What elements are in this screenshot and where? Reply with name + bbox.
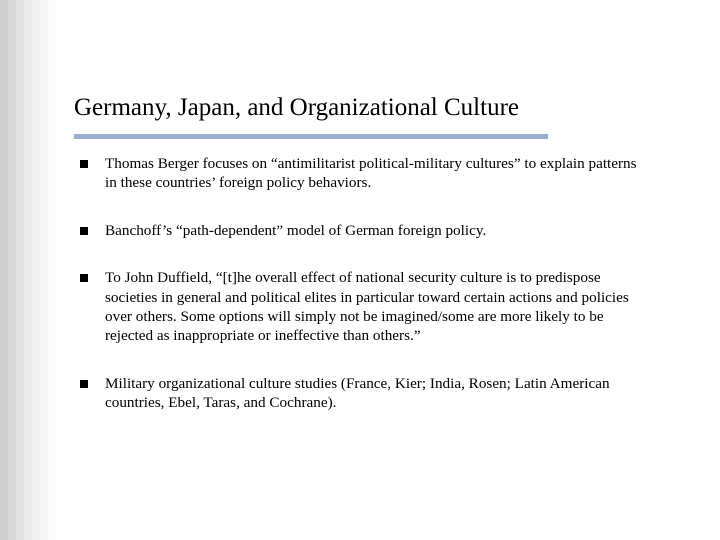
square-bullet-icon xyxy=(80,227,88,235)
bullet-text: To John Duffield, “[t]he overall effect of national security culture is to predispose societies in general and political elites in particular toward certain actions and policies over others. Some options will simply not be imagined/some are more likely to be rejected as inappropriate or ineffective than others.” xyxy=(105,269,629,345)
bullet-item-duffield xyxy=(78,268,638,346)
bullet-item-military-culture xyxy=(78,374,638,413)
title-underline-rule xyxy=(74,134,548,139)
bullet-text: Thomas Berger focuses on “antimilitarist political-military cultures” to explain patterns in these countries’ foreign policy behaviors. xyxy=(105,155,637,192)
bullet-text: Military organizational culture studies (France, Kier; India, Rosen; Latin American countries, Ebel, Taras, and Cochrane). xyxy=(105,374,610,412)
bullet-item-berger xyxy=(78,154,638,193)
square-bullet-icon xyxy=(80,160,88,168)
decorative-side-stripes xyxy=(0,0,62,540)
bullet-text: Banchoff’s “path-dependent” model of German foreign policy. xyxy=(105,221,487,239)
bullet-list xyxy=(78,154,638,441)
bullet-item-banchoff xyxy=(78,221,638,240)
square-bullet-icon xyxy=(80,274,88,282)
square-bullet-icon xyxy=(80,380,88,388)
slide-title: Germany, Japan, and Organizational Culture xyxy=(74,94,519,121)
